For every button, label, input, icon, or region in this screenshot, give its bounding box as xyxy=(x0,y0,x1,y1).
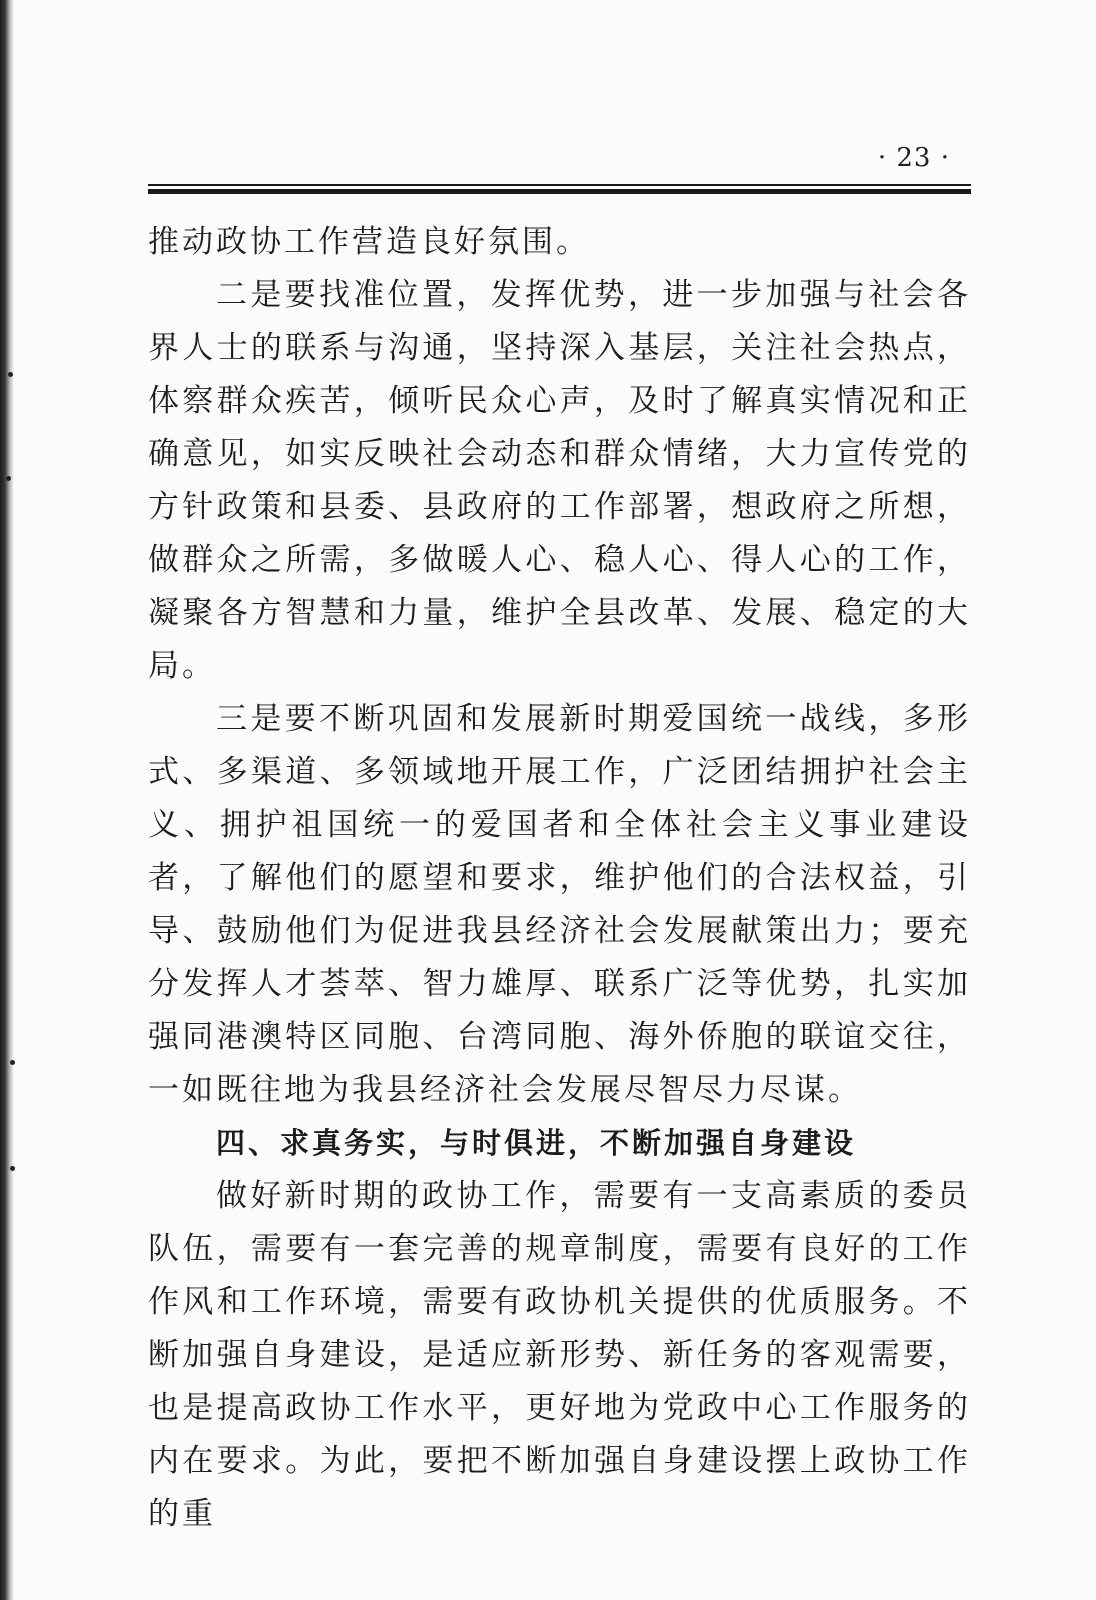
body-text xyxy=(148,216,971,1541)
paragraph-point-three: 三是要不断巩固和发展新时期爱国统一战线，多形式、多渠道、多领域地开展工作，广泛团结拥护社会主义、拥护祖国统一的爱国者和全体社会主义事业建设者，了解他们的愿望和要求，维护他们的合法权益，引导、鼓励他们为促进我县经济社会发展献策出力；要充分发挥人才荟萃、智力雄厚、联系广泛等优势，扎实加强同港澳特区同胞、台湾同胞、海外侨胞的联谊交往，一如既往地为我县经济社会发展尽智尽力尽谋。 xyxy=(148,701,971,1108)
paragraph-section-four: 做好新时期的政协工作，需要有一支高素质的委员队伍，需要有一套完善的规章制度，需要有良好的工作作风和工作环境，需要有政协机关提供的优质服务。不断加强自身建设，是适应新形势、新任务的客观需要，也是提高政协工作水平，更好地为党政中心工作服务的内在要求。为此，要把不断加强自身建设摆上政协工作的重 xyxy=(148,1178,971,1532)
paragraph-continuation: 推动政协工作营造良好氛围。 xyxy=(148,224,590,260)
header-rule-thick xyxy=(148,189,971,194)
scan-speck xyxy=(10,1060,15,1065)
scan-speck xyxy=(8,372,13,377)
paragraph-point-two: 二是要找准位置，发挥优势，进一步加强与社会各界人士的联系与沟通，坚持深入基层，关注社会热点，体察群众疾苦，倾听民众心声，及时了解真实情况和正确意见，如实反映社会动态和群众情绪，大力宣传党的方针政策和县委、县政府的工作部署，想政府之所想，做群众之所需，多做暖人心、稳人心、得人心的工作，凝聚各方智慧和力量，维护全县改革、发展、稳定的大局。 xyxy=(148,277,971,684)
page-number: · 23 · xyxy=(877,143,950,173)
scan-speck xyxy=(6,476,11,481)
section-heading: 四、求真务实，与时俱进，不断加强自身建设 xyxy=(216,1126,857,1160)
header-rule xyxy=(148,184,971,186)
scan-speck xyxy=(10,1166,15,1171)
scan-binding-edge xyxy=(0,0,14,1600)
